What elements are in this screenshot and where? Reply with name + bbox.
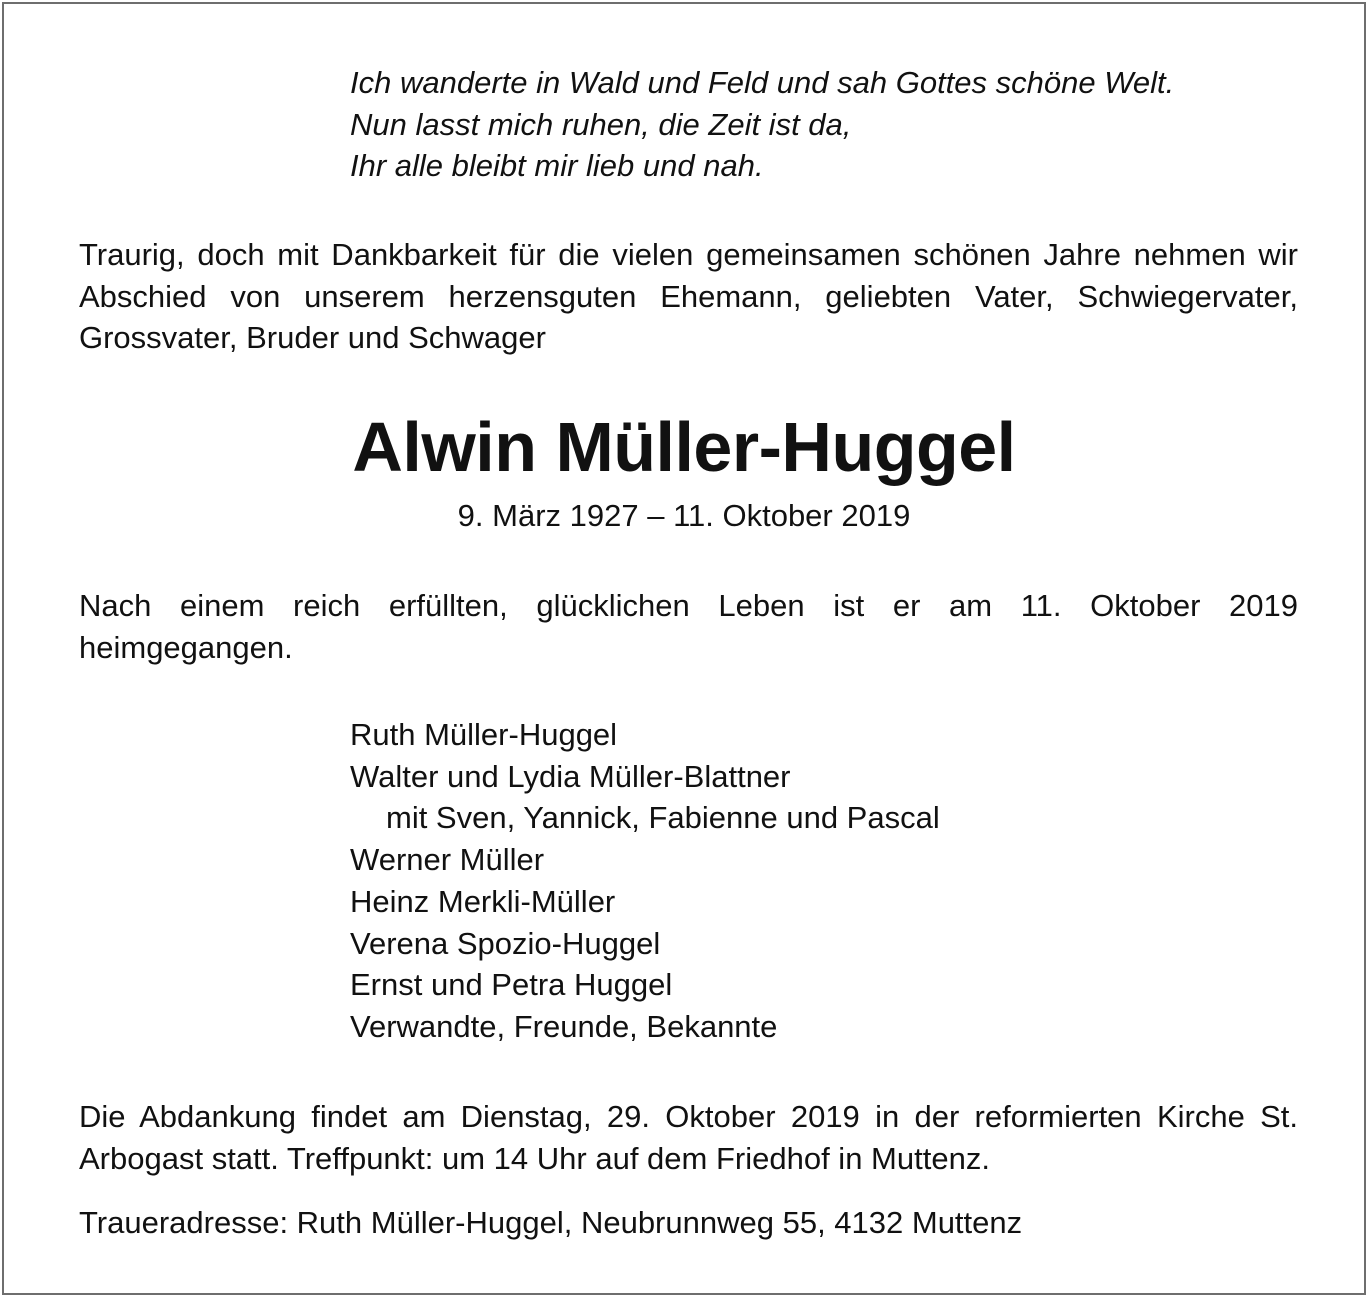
intro-paragraph: Traurig, doch mit Dankbarkeit für die vielen gemeinsamen schönen Jahre nehmen wir Abschied von unserem herzensguten Ehemann, geliebten Vater, Schwiegervater, Grossvater, Bruder und Schwager	[79, 237, 1298, 355]
deceased-name: Alwin Müller-Huggel	[352, 408, 1016, 486]
mourner-entry: Verena Spozio-Huggel	[350, 925, 661, 961]
ceremony-paragraph: Die Abdankung findet am Dienstag, 29. Oktober 2019 in der reformierten Kirche St. Arbogast statt. Treffpunkt: um 14 Uhr auf dem Friedhof in Muttenz.	[79, 1099, 1298, 1176]
poem	[350, 62, 1174, 187]
mourning-address: Traueradresse: Ruth Müller-Huggel, Neubrunnweg 55, 4132 Muttenz	[79, 1205, 1023, 1240]
mourner-entry: Ruth Müller-Huggel	[350, 717, 618, 752]
mourner-entry: Verwandte, Freunde, Bekannte	[350, 1008, 778, 1044]
mourner-entry: Heinz Merkli-Müller	[350, 883, 616, 919]
mourner-entry: Walter und Lydia Müller-Blattner	[350, 758, 791, 794]
passing-paragraph: Nach einem reich erfüllten, glücklichen Leben ist er am 11. Oktober 2019 heimgegangen.	[79, 588, 1298, 665]
poem-line: Ich wanderte in Wald und Feld und sah Gottes schöne Welt.	[350, 65, 1175, 100]
mourners-list	[350, 714, 940, 1048]
poem-line: Ihr alle bleibt mir lieb und nah.	[350, 148, 764, 183]
poem-line: Nun lasst mich ruhen, die Zeit ist da,	[350, 106, 852, 142]
mourner-entry: mit Sven, Yannick, Fabienne und Pascal	[386, 800, 940, 836]
life-dates: 9. März 1927 – 11. Oktober 2019	[457, 498, 911, 533]
mourner-entry: Werner Müller	[350, 842, 545, 878]
mourner-entry: Ernst und Petra Huggel	[350, 967, 673, 1003]
obituary-notice	[2, 2, 1366, 1295]
